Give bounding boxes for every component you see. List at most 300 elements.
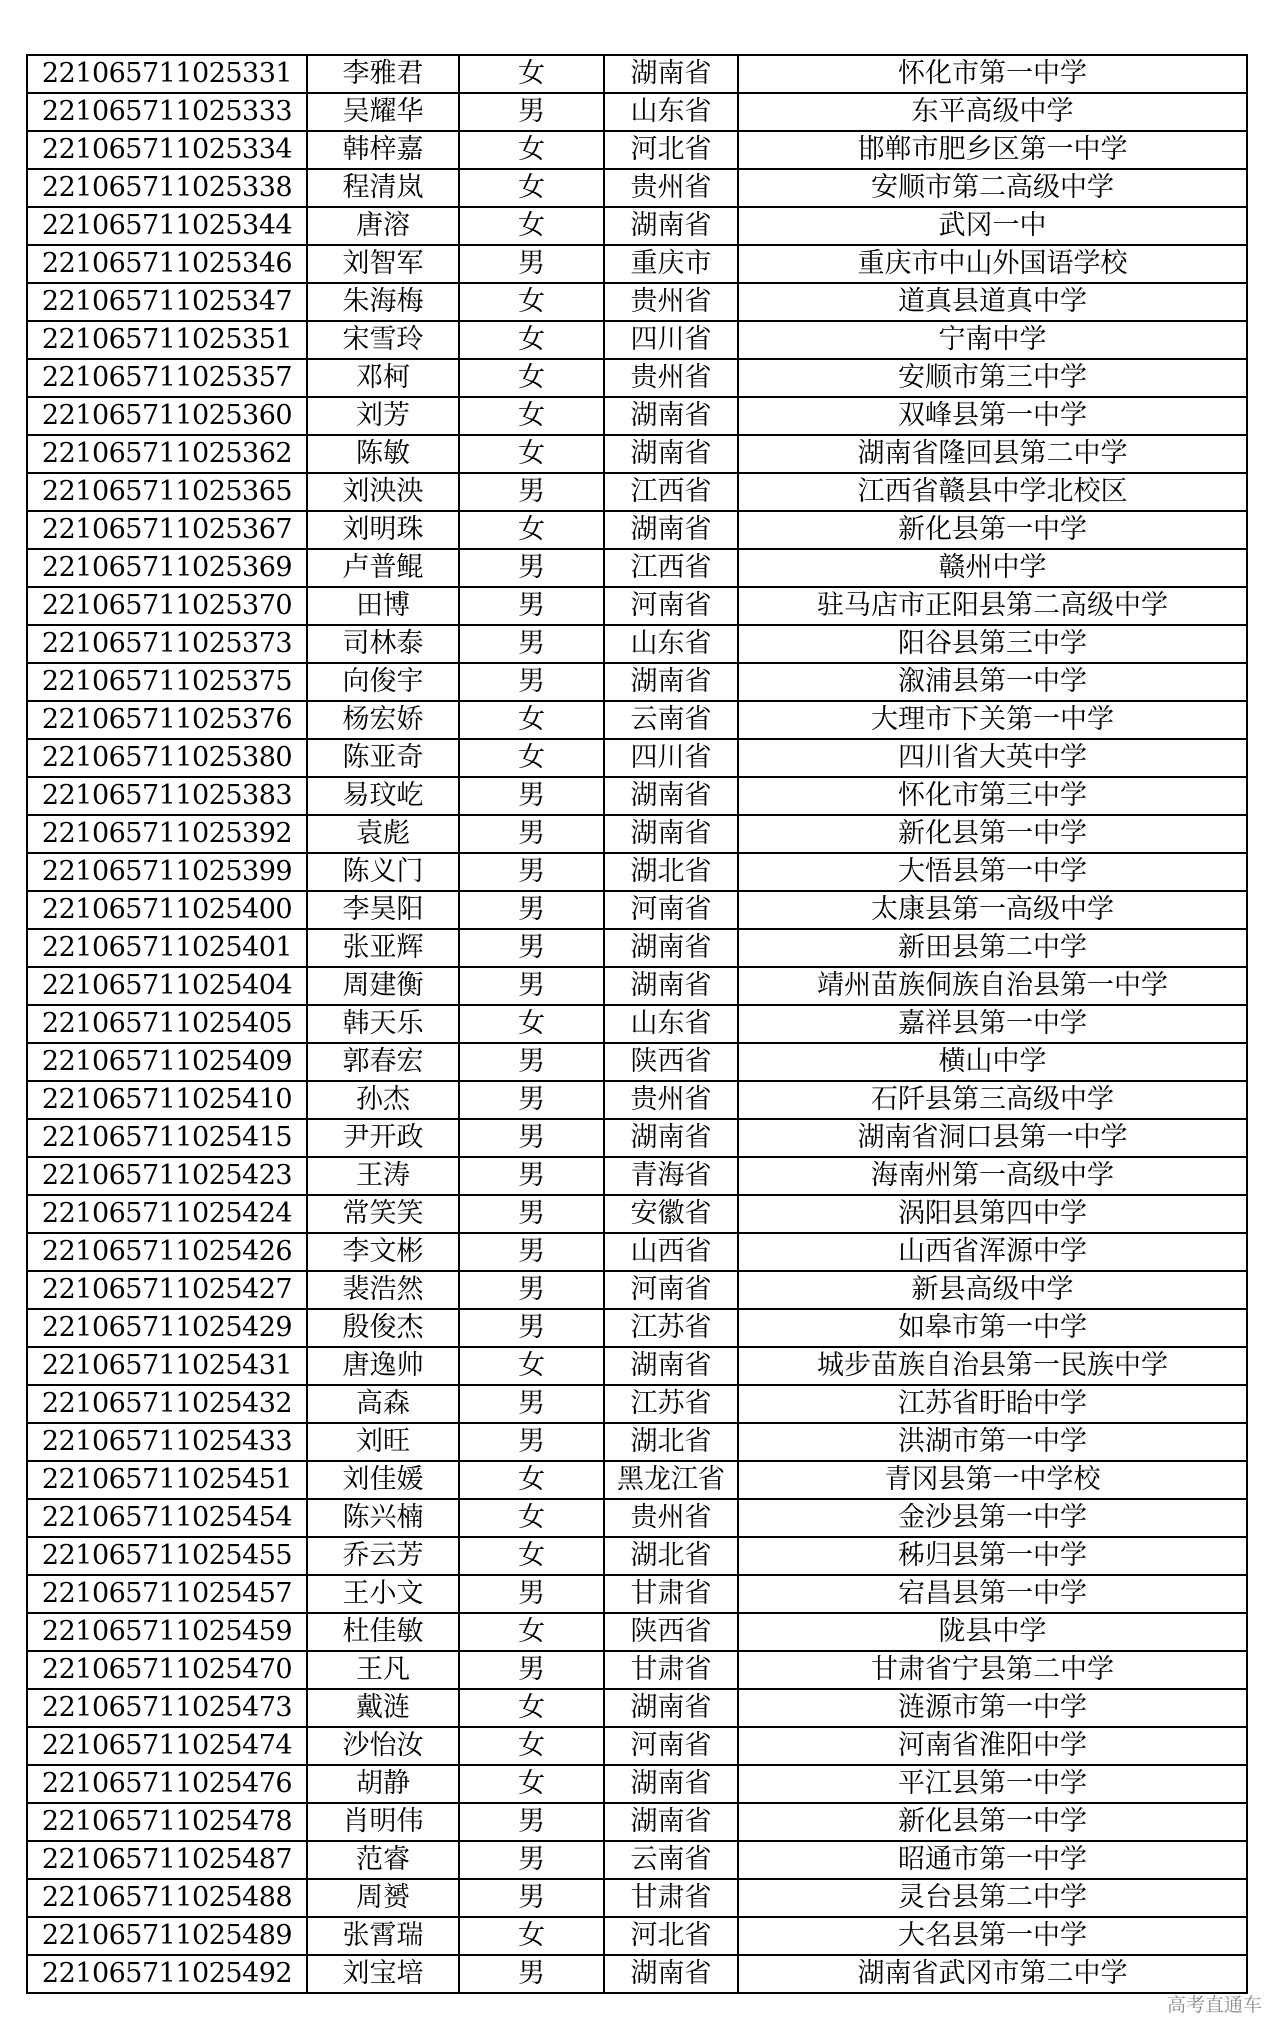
- exam-id-cell: 221065711025476: [27, 1765, 307, 1803]
- table-row: [27, 1917, 1247, 1955]
- gender-cell: 男: [459, 815, 604, 853]
- school-cell: 怀化市第一中学: [738, 55, 1247, 93]
- province-cell: 河北省: [604, 131, 738, 169]
- province-cell: 云南省: [604, 701, 738, 739]
- table-row: [27, 1879, 1247, 1917]
- table-row: [27, 929, 1247, 967]
- gender-cell: 男: [459, 1841, 604, 1879]
- province-cell: 湖南省: [604, 929, 738, 967]
- table-row: [27, 815, 1247, 853]
- school-cell: 阳谷县第三中学: [738, 625, 1247, 663]
- school-cell: 道真县道真中学: [738, 283, 1247, 321]
- exam-id-cell: 221065711025432: [27, 1385, 307, 1423]
- student-roster-table: [26, 54, 1248, 1994]
- school-cell: 大名县第一中学: [738, 1917, 1247, 1955]
- school-cell: 海南州第一高级中学: [738, 1157, 1247, 1195]
- exam-id-cell: 221065711025334: [27, 131, 307, 169]
- school-cell: 重庆市中山外国语学校: [738, 245, 1247, 283]
- table-row: [27, 1233, 1247, 1271]
- province-cell: 湖南省: [604, 435, 738, 473]
- name-cell: 刘泱泱: [307, 473, 459, 511]
- province-cell: 四川省: [604, 739, 738, 777]
- school-cell: 宕昌县第一中学: [738, 1575, 1247, 1613]
- name-cell: 袁彪: [307, 815, 459, 853]
- table-row: [27, 245, 1247, 283]
- province-cell: 河北省: [604, 1917, 738, 1955]
- name-cell: 朱海梅: [307, 283, 459, 321]
- table-row: [27, 283, 1247, 321]
- school-cell: 武冈一中: [738, 207, 1247, 245]
- gender-cell: 男: [459, 853, 604, 891]
- gender-cell: 男: [459, 245, 604, 283]
- exam-id-cell: 221065711025488: [27, 1879, 307, 1917]
- school-cell: 宁南中学: [738, 321, 1247, 359]
- name-cell: 唐溶: [307, 207, 459, 245]
- table-row: [27, 891, 1247, 929]
- school-cell: 城步苗族自治县第一民族中学: [738, 1347, 1247, 1385]
- gender-cell: 男: [459, 1385, 604, 1423]
- exam-id-cell: 221065711025362: [27, 435, 307, 473]
- gender-cell: 男: [459, 1803, 604, 1841]
- exam-id-cell: 221065711025478: [27, 1803, 307, 1841]
- table-row: [27, 1499, 1247, 1537]
- province-cell: 湖南省: [604, 815, 738, 853]
- exam-id-cell: 221065711025489: [27, 1917, 307, 1955]
- exam-id-cell: 221065711025410: [27, 1081, 307, 1119]
- school-cell: 秭归县第一中学: [738, 1537, 1247, 1575]
- school-cell: 涟源市第一中学: [738, 1689, 1247, 1727]
- name-cell: 程清岚: [307, 169, 459, 207]
- gender-cell: 女: [459, 321, 604, 359]
- table-row: [27, 739, 1247, 777]
- table-row: [27, 1043, 1247, 1081]
- table-row: [27, 55, 1247, 93]
- name-cell: 范睿: [307, 1841, 459, 1879]
- name-cell: 周赟: [307, 1879, 459, 1917]
- table-row: [27, 1689, 1247, 1727]
- school-cell: 嘉祥县第一中学: [738, 1005, 1247, 1043]
- gender-cell: 女: [459, 511, 604, 549]
- name-cell: 韩天乐: [307, 1005, 459, 1043]
- table-row: [27, 1575, 1247, 1613]
- gender-cell: 男: [459, 549, 604, 587]
- exam-id-cell: 221065711025404: [27, 967, 307, 1005]
- gender-cell: 女: [459, 1347, 604, 1385]
- name-cell: 沙怡汝: [307, 1727, 459, 1765]
- gender-cell: 男: [459, 1575, 604, 1613]
- school-cell: 江苏省盱眙中学: [738, 1385, 1247, 1423]
- exam-id-cell: 221065711025455: [27, 1537, 307, 1575]
- name-cell: 裴浩然: [307, 1271, 459, 1309]
- gender-cell: 男: [459, 1879, 604, 1917]
- school-cell: 溆浦县第一中学: [738, 663, 1247, 701]
- table-row: [27, 321, 1247, 359]
- province-cell: 山东省: [604, 625, 738, 663]
- gender-cell: 女: [459, 131, 604, 169]
- exam-id-cell: 221065711025415: [27, 1119, 307, 1157]
- gender-cell: 男: [459, 1195, 604, 1233]
- school-cell: 邯郸市肥乡区第一中学: [738, 131, 1247, 169]
- exam-id-cell: 221065711025376: [27, 701, 307, 739]
- name-cell: 李文彬: [307, 1233, 459, 1271]
- exam-id-cell: 221065711025431: [27, 1347, 307, 1385]
- school-cell: 驻马店市正阳县第二高级中学: [738, 587, 1247, 625]
- school-cell: 江西省赣县中学北校区: [738, 473, 1247, 511]
- name-cell: 杨宏娇: [307, 701, 459, 739]
- province-cell: 甘肃省: [604, 1651, 738, 1689]
- name-cell: 田博: [307, 587, 459, 625]
- gender-cell: 女: [459, 397, 604, 435]
- school-cell: 新化县第一中学: [738, 815, 1247, 853]
- exam-id-cell: 221065711025459: [27, 1613, 307, 1651]
- gender-cell: 男: [459, 1119, 604, 1157]
- school-cell: 湖南省洞口县第一中学: [738, 1119, 1247, 1157]
- gender-cell: 男: [459, 1651, 604, 1689]
- province-cell: 湖北省: [604, 1423, 738, 1461]
- table-row: [27, 1461, 1247, 1499]
- gender-cell: 女: [459, 1499, 604, 1537]
- gender-cell: 女: [459, 435, 604, 473]
- exam-id-cell: 221065711025451: [27, 1461, 307, 1499]
- province-cell: 湖北省: [604, 853, 738, 891]
- exam-id-cell: 221065711025380: [27, 739, 307, 777]
- school-cell: 陇县中学: [738, 1613, 1247, 1651]
- province-cell: 江西省: [604, 473, 738, 511]
- province-cell: 湖南省: [604, 777, 738, 815]
- province-cell: 陕西省: [604, 1613, 738, 1651]
- school-cell: 昭通市第一中学: [738, 1841, 1247, 1879]
- gender-cell: 女: [459, 1727, 604, 1765]
- name-cell: 杜佳敏: [307, 1613, 459, 1651]
- name-cell: 易玟屹: [307, 777, 459, 815]
- name-cell: 刘明珠: [307, 511, 459, 549]
- exam-id-cell: 221065711025401: [27, 929, 307, 967]
- gender-cell: 女: [459, 55, 604, 93]
- name-cell: 乔云芳: [307, 1537, 459, 1575]
- name-cell: 李昊阳: [307, 891, 459, 929]
- exam-id-cell: 221065711025426: [27, 1233, 307, 1271]
- gender-cell: 男: [459, 1271, 604, 1309]
- province-cell: 河南省: [604, 891, 738, 929]
- table-row: [27, 1423, 1247, 1461]
- exam-id-cell: 221065711025346: [27, 245, 307, 283]
- gender-cell: 女: [459, 1689, 604, 1727]
- table-row: [27, 625, 1247, 663]
- province-cell: 河南省: [604, 1271, 738, 1309]
- province-cell: 安徽省: [604, 1195, 738, 1233]
- name-cell: 尹开政: [307, 1119, 459, 1157]
- name-cell: 殷俊杰: [307, 1309, 459, 1347]
- table-row: [27, 967, 1247, 1005]
- name-cell: 刘芳: [307, 397, 459, 435]
- school-cell: 湖南省隆回县第二中学: [738, 435, 1247, 473]
- exam-id-cell: 221065711025369: [27, 549, 307, 587]
- exam-id-cell: 221065711025373: [27, 625, 307, 663]
- exam-id-cell: 221065711025405: [27, 1005, 307, 1043]
- exam-id-cell: 221065711025357: [27, 359, 307, 397]
- name-cell: 周建衡: [307, 967, 459, 1005]
- exam-id-cell: 221065711025424: [27, 1195, 307, 1233]
- exam-id-cell: 221065711025399: [27, 853, 307, 891]
- gender-cell: 女: [459, 207, 604, 245]
- school-cell: 双峰县第一中学: [738, 397, 1247, 435]
- table-row: [27, 1765, 1247, 1803]
- gender-cell: 男: [459, 587, 604, 625]
- exam-id-cell: 221065711025370: [27, 587, 307, 625]
- province-cell: 贵州省: [604, 169, 738, 207]
- province-cell: 湖南省: [604, 1347, 738, 1385]
- province-cell: 贵州省: [604, 1499, 738, 1537]
- school-cell: 石阡县第三高级中学: [738, 1081, 1247, 1119]
- gender-cell: 男: [459, 1043, 604, 1081]
- province-cell: 湖南省: [604, 1689, 738, 1727]
- province-cell: 江苏省: [604, 1385, 738, 1423]
- province-cell: 湖南省: [604, 1955, 738, 1993]
- school-cell: 山西省浑源中学: [738, 1233, 1247, 1271]
- name-cell: 刘宝培: [307, 1955, 459, 1993]
- gender-cell: 男: [459, 1233, 604, 1271]
- school-cell: 太康县第一高级中学: [738, 891, 1247, 929]
- province-cell: 云南省: [604, 1841, 738, 1879]
- exam-id-cell: 221065711025423: [27, 1157, 307, 1195]
- school-cell: 四川省大英中学: [738, 739, 1247, 777]
- school-cell: 新田县第二中学: [738, 929, 1247, 967]
- table-row: [27, 1347, 1247, 1385]
- exam-id-cell: 221065711025473: [27, 1689, 307, 1727]
- name-cell: 王凡: [307, 1651, 459, 1689]
- watermark-text: 高考直通车: [1166, 1994, 1262, 2016]
- name-cell: 胡静: [307, 1765, 459, 1803]
- gender-cell: 男: [459, 1423, 604, 1461]
- exam-id-cell: 221065711025351: [27, 321, 307, 359]
- province-cell: 湖南省: [604, 663, 738, 701]
- table-row: [27, 1081, 1247, 1119]
- exam-id-cell: 221065711025429: [27, 1309, 307, 1347]
- table-row: [27, 1005, 1247, 1043]
- name-cell: 肖明伟: [307, 1803, 459, 1841]
- table-row: [27, 1613, 1247, 1651]
- province-cell: 江苏省: [604, 1309, 738, 1347]
- gender-cell: 男: [459, 1157, 604, 1195]
- province-cell: 山东省: [604, 1005, 738, 1043]
- table-row: [27, 131, 1247, 169]
- gender-cell: 女: [459, 1613, 604, 1651]
- table-row: [27, 1157, 1247, 1195]
- name-cell: 刘旺: [307, 1423, 459, 1461]
- exam-id-cell: 221065711025365: [27, 473, 307, 511]
- province-cell: 甘肃省: [604, 1575, 738, 1613]
- table-row: [27, 169, 1247, 207]
- exam-id-cell: 221065711025409: [27, 1043, 307, 1081]
- school-cell: 湖南省武冈市第二中学: [738, 1955, 1247, 1993]
- school-cell: 涡阳县第四中学: [738, 1195, 1247, 1233]
- school-cell: 青冈县第一中学校: [738, 1461, 1247, 1499]
- exam-id-cell: 221065711025392: [27, 815, 307, 853]
- exam-id-cell: 221065711025487: [27, 1841, 307, 1879]
- province-cell: 河南省: [604, 587, 738, 625]
- table-row: [27, 473, 1247, 511]
- school-cell: 赣州中学: [738, 549, 1247, 587]
- table-row: [27, 1841, 1247, 1879]
- name-cell: 宋雪玲: [307, 321, 459, 359]
- name-cell: 郭春宏: [307, 1043, 459, 1081]
- province-cell: 湖南省: [604, 511, 738, 549]
- table-row: [27, 207, 1247, 245]
- school-cell: 怀化市第三中学: [738, 777, 1247, 815]
- province-cell: 甘肃省: [604, 1879, 738, 1917]
- gender-cell: 男: [459, 625, 604, 663]
- exam-id-cell: 221065711025347: [27, 283, 307, 321]
- name-cell: 王小文: [307, 1575, 459, 1613]
- name-cell: 刘智军: [307, 245, 459, 283]
- table-row: [27, 1385, 1247, 1423]
- table-row: [27, 397, 1247, 435]
- gender-cell: 男: [459, 1955, 604, 1993]
- name-cell: 韩梓嘉: [307, 131, 459, 169]
- table-row: [27, 1537, 1247, 1575]
- province-cell: 河南省: [604, 1727, 738, 1765]
- roster-body: [27, 55, 1247, 1993]
- gender-cell: 女: [459, 1537, 604, 1575]
- name-cell: 陈亚奇: [307, 739, 459, 777]
- name-cell: 高森: [307, 1385, 459, 1423]
- province-cell: 贵州省: [604, 1081, 738, 1119]
- table-row: [27, 853, 1247, 891]
- table-row: [27, 663, 1247, 701]
- exam-id-cell: 221065711025338: [27, 169, 307, 207]
- school-cell: 新化县第一中学: [738, 1803, 1247, 1841]
- name-cell: 唐逸帅: [307, 1347, 459, 1385]
- gender-cell: 女: [459, 169, 604, 207]
- table-row: [27, 777, 1247, 815]
- gender-cell: 男: [459, 1081, 604, 1119]
- table-row: [27, 511, 1247, 549]
- exam-id-cell: 221065711025383: [27, 777, 307, 815]
- gender-cell: 女: [459, 359, 604, 397]
- gender-cell: 男: [459, 663, 604, 701]
- school-cell: 横山中学: [738, 1043, 1247, 1081]
- name-cell: 邓柯: [307, 359, 459, 397]
- school-cell: 灵台县第二中学: [738, 1879, 1247, 1917]
- exam-id-cell: 221065711025427: [27, 1271, 307, 1309]
- name-cell: 陈义门: [307, 853, 459, 891]
- name-cell: 张霄瑞: [307, 1917, 459, 1955]
- gender-cell: 男: [459, 967, 604, 1005]
- table-row: [27, 1119, 1247, 1157]
- school-cell: 甘肃省宁县第二中学: [738, 1651, 1247, 1689]
- exam-id-cell: 221065711025454: [27, 1499, 307, 1537]
- province-cell: 湖南省: [604, 1803, 738, 1841]
- province-cell: 江西省: [604, 549, 738, 587]
- gender-cell: 女: [459, 739, 604, 777]
- province-cell: 湖北省: [604, 1537, 738, 1575]
- table-row: [27, 1727, 1247, 1765]
- exam-id-cell: 221065711025474: [27, 1727, 307, 1765]
- gender-cell: 女: [459, 1461, 604, 1499]
- name-cell: 常笑笑: [307, 1195, 459, 1233]
- table-row: [27, 549, 1247, 587]
- province-cell: 湖南省: [604, 1119, 738, 1157]
- table-row: [27, 93, 1247, 131]
- exam-id-cell: 221065711025433: [27, 1423, 307, 1461]
- name-cell: 吴耀华: [307, 93, 459, 131]
- table-row: [27, 1955, 1247, 1993]
- table-row: [27, 1195, 1247, 1233]
- exam-id-cell: 221065711025400: [27, 891, 307, 929]
- table-row: [27, 1271, 1247, 1309]
- province-cell: 湖南省: [604, 1765, 738, 1803]
- school-cell: 新化县第一中学: [738, 511, 1247, 549]
- exam-id-cell: 221065711025367: [27, 511, 307, 549]
- gender-cell: 男: [459, 473, 604, 511]
- exam-id-cell: 221065711025333: [27, 93, 307, 131]
- province-cell: 陕西省: [604, 1043, 738, 1081]
- gender-cell: 男: [459, 929, 604, 967]
- school-cell: 大悟县第一中学: [738, 853, 1247, 891]
- name-cell: 王涛: [307, 1157, 459, 1195]
- school-cell: 大理市下关第一中学: [738, 701, 1247, 739]
- school-cell: 金沙县第一中学: [738, 1499, 1247, 1537]
- province-cell: 湖南省: [604, 397, 738, 435]
- exam-id-cell: 221065711025470: [27, 1651, 307, 1689]
- name-cell: 司林泰: [307, 625, 459, 663]
- exam-id-cell: 221065711025457: [27, 1575, 307, 1613]
- table-row: [27, 1651, 1247, 1689]
- province-cell: 湖南省: [604, 967, 738, 1005]
- name-cell: 孙杰: [307, 1081, 459, 1119]
- exam-id-cell: 221065711025360: [27, 397, 307, 435]
- table-row: [27, 701, 1247, 739]
- name-cell: 陈兴楠: [307, 1499, 459, 1537]
- exam-id-cell: 221065711025492: [27, 1955, 307, 1993]
- table-row: [27, 1803, 1247, 1841]
- gender-cell: 女: [459, 1765, 604, 1803]
- name-cell: 陈敏: [307, 435, 459, 473]
- school-cell: 新县高级中学: [738, 1271, 1247, 1309]
- table-row: [27, 359, 1247, 397]
- exam-id-cell: 221065711025344: [27, 207, 307, 245]
- school-cell: 平江县第一中学: [738, 1765, 1247, 1803]
- province-cell: 山西省: [604, 1233, 738, 1271]
- gender-cell: 男: [459, 93, 604, 131]
- gender-cell: 男: [459, 1309, 604, 1347]
- province-cell: 黑龙江省: [604, 1461, 738, 1499]
- name-cell: 张亚辉: [307, 929, 459, 967]
- gender-cell: 女: [459, 1917, 604, 1955]
- province-cell: 湖南省: [604, 55, 738, 93]
- table-row: [27, 1309, 1247, 1347]
- province-cell: 湖南省: [604, 207, 738, 245]
- province-cell: 贵州省: [604, 359, 738, 397]
- gender-cell: 女: [459, 1005, 604, 1043]
- province-cell: 青海省: [604, 1157, 738, 1195]
- name-cell: 卢普鲲: [307, 549, 459, 587]
- gender-cell: 女: [459, 283, 604, 321]
- name-cell: 戴涟: [307, 1689, 459, 1727]
- school-cell: 安顺市第二高级中学: [738, 169, 1247, 207]
- school-cell: 东平高级中学: [738, 93, 1247, 131]
- province-cell: 山东省: [604, 93, 738, 131]
- school-cell: 洪湖市第一中学: [738, 1423, 1247, 1461]
- school-cell: 河南省淮阳中学: [738, 1727, 1247, 1765]
- table-row: [27, 435, 1247, 473]
- school-cell: 如皋市第一中学: [738, 1309, 1247, 1347]
- gender-cell: 男: [459, 891, 604, 929]
- exam-id-cell: 221065711025375: [27, 663, 307, 701]
- table-row: [27, 587, 1247, 625]
- name-cell: 向俊宇: [307, 663, 459, 701]
- exam-id-cell: 221065711025331: [27, 55, 307, 93]
